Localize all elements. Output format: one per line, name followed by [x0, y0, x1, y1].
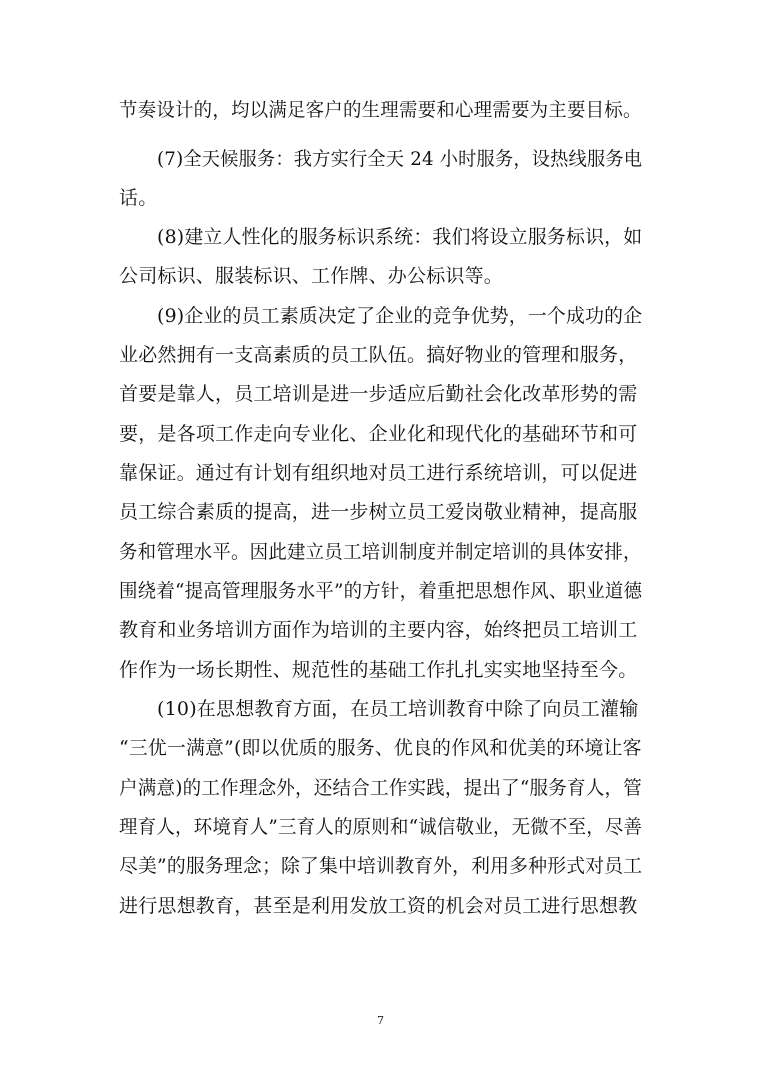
text-line: 务和管理水平。因此建立员工培训制度并制定培训的具体安排， — [119, 541, 642, 563]
text-line: 员工综合素质的提高，进一步树立员工爱岗敬业精神，提高服 — [119, 501, 638, 523]
page-number: 7 — [377, 1014, 384, 1027]
text-line: 尽美”的服务理念；除了集中培训教育外，利用多种形式对员工 — [119, 855, 643, 877]
text-line: 户满意)的工作理念外，还结合工作实践，提出了“服务育人，管 — [119, 777, 642, 799]
text-line: 进行思想教育，甚至是利用发放工资的机会对员工进行思想教 — [119, 895, 638, 917]
text-line: (7)全天候服务：我方实行全天 24 小时服务，设热线服务电 — [157, 148, 643, 170]
text-line: 业必然拥有一支高素质的员工队伍。搞好物业的管理和服务， — [119, 344, 638, 366]
text-line: 围绕着“提高管理服务水平”的方针，着重把思想作风、职业道德 — [119, 580, 643, 602]
text-line: 靠保证。通过有计划有组织地对员工进行系统培训，可以促进 — [119, 462, 638, 484]
text-line: 理育人，环境育人”三育人的原则和“诚信敬业，无微不至，尽善 — [119, 816, 643, 838]
text-line: “三优一满意”(即以优质的服务、优良的作风和优美的环境让客 — [119, 737, 642, 759]
text-line: 要，是各项工作走向专业化、企业化和现代化的基础环节和可 — [119, 423, 638, 445]
text-line: 话。 — [119, 187, 158, 209]
text-line: 作作为一场长期性、规范性的基础工作扎扎实实地坚持至今。 — [119, 659, 638, 681]
text-line: 教育和业务培训方面作为培训的主要内容，始终把员工培训工 — [119, 619, 638, 641]
text-line: (8)建立人性化的服务标识系统：我们将设立服务标识，如 — [157, 226, 643, 248]
text-line: 节奏设计的，均以满足客户的生理需要和心理需要为主要目标。 — [119, 99, 642, 121]
text-line: 首要是靠人，员工培训是进一步适应后勤社会化改革形势的需 — [119, 383, 638, 405]
text-line: (9)企业的员工素质决定了企业的竞争优势，一个成功的企 — [157, 305, 643, 327]
text-line: (10)在思想教育方面，在员工培训教育中除了向员工灌输 — [157, 698, 639, 720]
text-line: 公司标识、服装标识、工作牌、办公标识等。 — [119, 265, 504, 287]
